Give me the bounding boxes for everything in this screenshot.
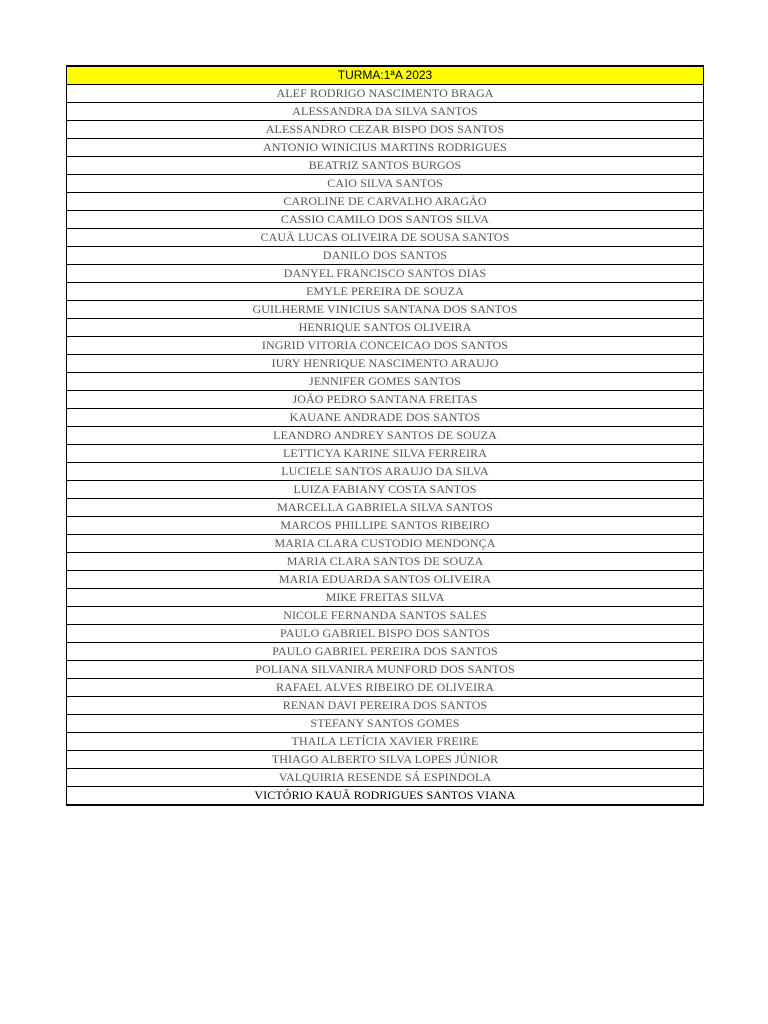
- student-name-cell: ALESSANDRA DA SILVA SANTOS: [67, 103, 704, 121]
- student-name-cell: LEANDRO ANDREY SANTOS DE SOUZA: [67, 427, 704, 445]
- student-row: [67, 319, 704, 337]
- student-row: [67, 787, 704, 806]
- student-name-cell: DANILO DOS SANTOS: [67, 247, 704, 265]
- student-name-cell: INGRID VITORIA CONCEICAO DOS SANTOS: [67, 337, 704, 355]
- student-row: [67, 715, 704, 733]
- student-row: [67, 391, 704, 409]
- student-name-cell: VALQUIRIA RESENDE SÁ ESPINDOLA: [67, 769, 704, 787]
- student-row: [67, 247, 704, 265]
- student-row: [67, 571, 704, 589]
- student-name-cell: EMYLE PEREIRA DE SOUZA: [67, 283, 704, 301]
- student-name-cell: KAUANE ANDRADE DOS SANTOS: [67, 409, 704, 427]
- student-row: [67, 175, 704, 193]
- student-name-cell: MIKE FREITAS SILVA: [67, 589, 704, 607]
- student-name-cell: VICTÓRIO KAUÃ RODRIGUES SANTOS VIANA: [67, 787, 704, 806]
- student-name-cell: MARIA EDUARDA SANTOS OLIVEIRA: [67, 571, 704, 589]
- student-row: [67, 481, 704, 499]
- student-name-cell: DANYEL FRANCISCO SANTOS DIAS: [67, 265, 704, 283]
- header-row: [67, 66, 704, 85]
- student-name-cell: LUCIELE SANTOS ARAUJO DA SILVA: [67, 463, 704, 481]
- student-name-cell: CASSIO CAMILO DOS SANTOS SILVA: [67, 211, 704, 229]
- student-name-cell: POLIANA SILVANIRA MUNFORD DOS SANTOS: [67, 661, 704, 679]
- student-row: [67, 589, 704, 607]
- student-row: [67, 499, 704, 517]
- student-row: [67, 283, 704, 301]
- student-name-cell: MARIA CLARA CUSTODIO MENDONÇA: [67, 535, 704, 553]
- student-name-cell: CAUÃ LUCAS OLIVEIRA DE SOUSA SANTOS: [67, 229, 704, 247]
- student-name-cell: MARIA CLARA SANTOS DE SOUZA: [67, 553, 704, 571]
- student-name-cell: CAROLINE DE CARVALHO ARAGÃO: [67, 193, 704, 211]
- student-row: [67, 733, 704, 751]
- student-row: [67, 121, 704, 139]
- student-list: [67, 85, 704, 806]
- student-row: [67, 643, 704, 661]
- student-name-cell: GUILHERME VINICIUS SANTANA DOS SANTOS: [67, 301, 704, 319]
- student-row: [67, 355, 704, 373]
- student-row: [67, 553, 704, 571]
- student-row: [67, 157, 704, 175]
- student-row: [67, 625, 704, 643]
- student-row: [67, 265, 704, 283]
- student-name-cell: IURY HENRIQUE NASCIMENTO ARAUJO: [67, 355, 704, 373]
- student-name-cell: THAILA LETÍCIA XAVIER FREIRE: [67, 733, 704, 751]
- student-name-cell: THIAGO ALBERTO SILVA LOPES JÚNIOR: [67, 751, 704, 769]
- class-roster-sheet: [66, 65, 704, 806]
- student-row: [67, 463, 704, 481]
- student-name-cell: ALEF RODRIGO NASCIMENTO BRAGA: [67, 85, 704, 103]
- student-row: [67, 301, 704, 319]
- student-name-cell: STEFANY SANTOS GOMES: [67, 715, 704, 733]
- student-name-cell: LUIZA FABIANY COSTA SANTOS: [67, 481, 704, 499]
- student-table: [66, 65, 704, 806]
- student-row: [67, 229, 704, 247]
- student-row: [67, 607, 704, 625]
- student-name-cell: NICOLE FERNANDA SANTOS SALES: [67, 607, 704, 625]
- student-row: [67, 103, 704, 121]
- student-row: [67, 409, 704, 427]
- student-name-cell: CAIO SILVA SANTOS: [67, 175, 704, 193]
- student-row: [67, 337, 704, 355]
- student-name-cell: ANTONIO WINICIUS MARTINS RODRIGUES: [67, 139, 704, 157]
- student-row: [67, 517, 704, 535]
- student-name-cell: LETTICYA KARINE SILVA FERREIRA: [67, 445, 704, 463]
- student-row: [67, 211, 704, 229]
- student-row: [67, 769, 704, 787]
- student-row: [67, 535, 704, 553]
- student-name-cell: PAULO GABRIEL BISPO DOS SANTOS: [67, 625, 704, 643]
- student-name-cell: PAULO GABRIEL PEREIRA DOS SANTOS: [67, 643, 704, 661]
- student-name-cell: MARCELLA GABRIELA SILVA SANTOS: [67, 499, 704, 517]
- student-row: [67, 427, 704, 445]
- student-row: [67, 697, 704, 715]
- student-name-cell: MARCOS PHILLIPE SANTOS RIBEIRO: [67, 517, 704, 535]
- student-row: [67, 139, 704, 157]
- student-name-cell: RAFAEL ALVES RIBEIRO DE OLIVEIRA: [67, 679, 704, 697]
- student-name-cell: BEATRIZ SANTOS BURGOS: [67, 157, 704, 175]
- class-title-cell: TURMA:1ªA 2023: [67, 66, 704, 85]
- student-name-cell: ALESSANDRO CEZAR BISPO DOS SANTOS: [67, 121, 704, 139]
- student-name-cell: JENNIFER GOMES SANTOS: [67, 373, 704, 391]
- student-row: [67, 373, 704, 391]
- student-row: [67, 85, 704, 103]
- student-row: [67, 679, 704, 697]
- student-name-cell: JOÃO PEDRO SANTANA FREITAS: [67, 391, 704, 409]
- student-row: [67, 751, 704, 769]
- student-row: [67, 193, 704, 211]
- student-name-cell: HENRIQUE SANTOS OLIVEIRA: [67, 319, 704, 337]
- student-name-cell: RENAN DAVI PEREIRA DOS SANTOS: [67, 697, 704, 715]
- student-row: [67, 661, 704, 679]
- student-row: [67, 445, 704, 463]
